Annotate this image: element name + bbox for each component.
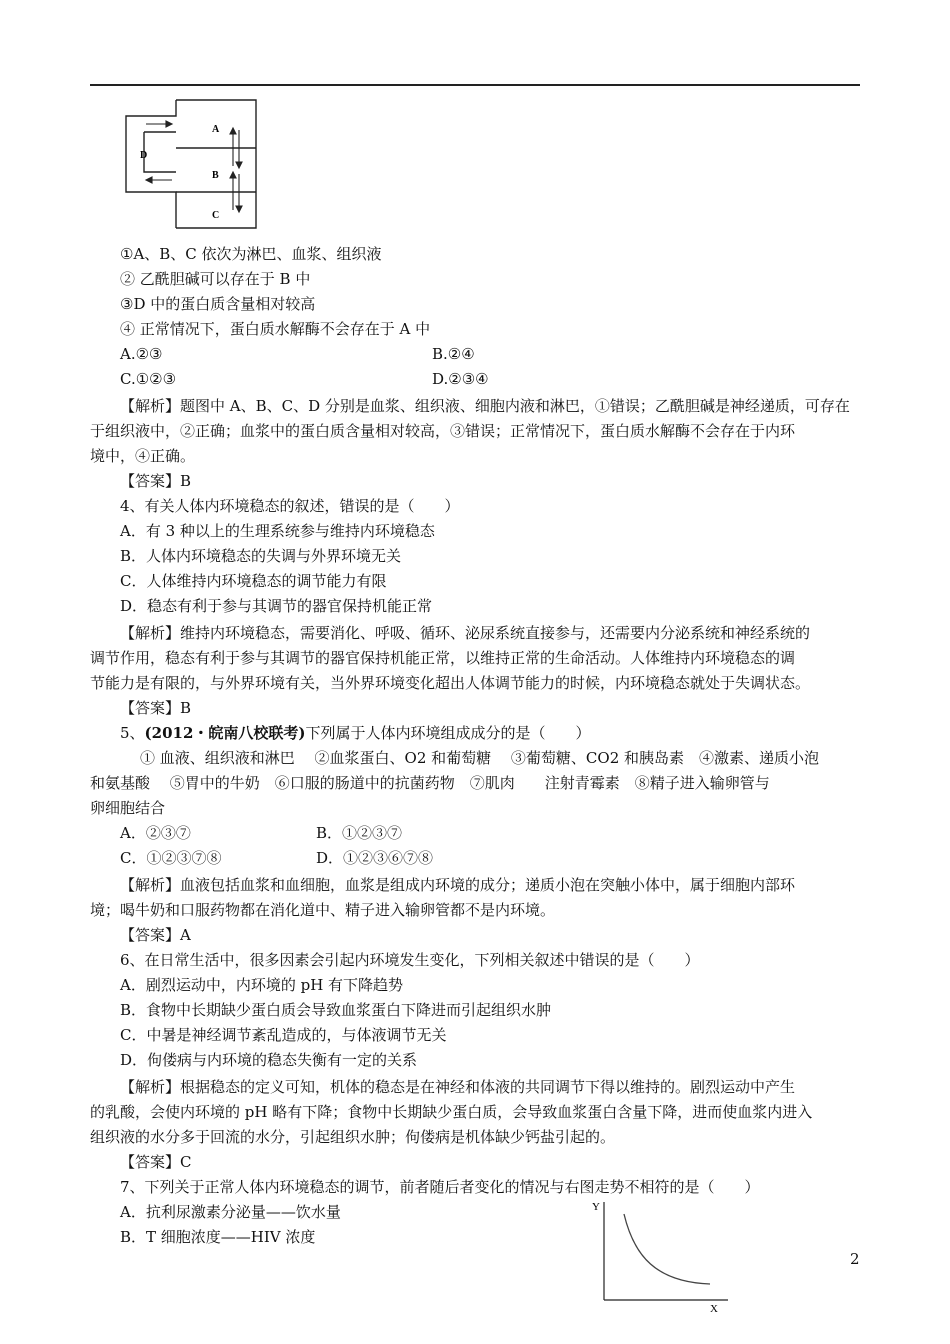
q7-stem: 7、下列关于正常人体内环境稳态的调节，前者随后者变化的情况与右图走势不相符的是（ ） [120,1178,760,1196]
q3-statement-4: ④ 正常情况下，蛋白质水解酶不会存在于 A 中 [120,320,431,338]
label-c: C [212,210,220,221]
q6-option-d: D．佝偻病与内环境的稳态失衡有一定的关系 [120,1051,418,1069]
q5-source: (2012・皖南八校联考) [144,724,306,742]
trend-graph [586,1196,736,1316]
label-d: D [140,150,148,161]
q4-stem: 4、有关人体内环境稳态的叙述，错误的是（ ） [120,497,460,515]
q4-option-a: A．有 3 种以上的生理系统参与维持内环境稳态 [120,522,435,540]
q3-option-b: B.②④ [432,345,475,363]
q3-statement-3: ③D 中的蛋白质含量相对较高 [120,295,316,313]
q5-analysis-line-2: 境；喝牛奶和口服药物都在消化道中、精子进入输卵管都不是内环境。 [90,901,556,919]
label-b: B [212,170,219,181]
compartment-diagram [120,96,290,236]
q7-option-b: B．T 细胞浓度——HIV 浓度 [120,1228,316,1246]
q6-option-a: A．剧烈运动中，内环境的 pH 有下降趋势 [120,976,404,994]
q4-option-b: B．人体内环境稳态的失调与外界环境无关 [120,547,402,565]
q4-analysis-line-3: 节能力是有限的，与外界环境有关，当外界环境变化超出人体调节能力的时候，内环境稳态就处于失调状态。 [90,674,811,692]
q3-statement-2: ② 乙酰胆碱可以存在于 B 中 [120,270,311,288]
q4-answer: 【答案】B [120,699,192,717]
q4-analysis-line-2: 调节作用，稳态有利于参与其调节的器官保持机能正常，以维持正常的生命活动。人体维持内环境稳态的调 [90,649,796,667]
q5-option-d: D．①②③⑥⑦⑧ [316,849,434,867]
q5-option-a: A．②③⑦ [120,824,191,842]
page-number: 2 [850,1250,860,1268]
q6-analysis-line-3: 组织液的水分多于回流的水分，引起组织水肿；佝偻病是机体缺少钙盐引起的。 [90,1128,616,1146]
q5-items-line-2: 和氨基酸 ⑤胃中的牛奶 ⑥口服的肠道中的抗菌药物 ⑦肌肉 注射青霉素 ⑧精子进入输卵管与 [90,774,770,792]
q6-option-b: B．食物中长期缺少蛋白质会导致血浆蛋白下降进而引起组织水肿 [120,1001,552,1019]
x-axis-label: X [710,1303,718,1315]
q4-option-d: D．稳态有利于参与其调节的器官保持机能正常 [120,597,433,615]
q5-option-b: B．①②③⑦ [316,824,403,842]
header-rule [90,84,860,86]
q5-stem: 下列属于人体内环境组成成分的是（ ） [305,724,591,742]
q7-option-a: A．抗利尿激素分泌量——饮水量 [120,1203,341,1221]
q5-stem-line [120,722,860,744]
q6-stem: 6、在日常生活中，很多因素会引起内环境发生变化，下列相关叙述中错误的是（ ） [120,951,700,969]
q5-items-line-1: ① 血液、组织液和淋巴 ②血浆蛋白、O2 和葡萄糖 ③葡萄糖、CO2 和胰岛素 ④激素、递质小泡 [140,749,820,767]
q6-analysis-line-2: 的乳酸，会使内环境的 pH 略有下降；食物中长期缺少蛋白质，会导致血浆蛋白含量下降，进而使血浆内进入 [90,1103,813,1121]
y-axis-label: Y [592,1201,600,1213]
q3-answer: 【答案】B [120,472,192,490]
q3-analysis-line-2: 于组织液中，②正确；血浆中的蛋白质含量相对较高，③错误；正常情况下，蛋白质水解酶不会存在于内环 [90,422,796,440]
q3-option-c: C.①②③ [120,370,177,388]
q3-statement-1: ①A、B、C 依次为淋巴、血浆、组织液 [120,245,382,263]
label-a: A [212,124,220,135]
q5-option-c: C．①②③⑦⑧ [120,849,222,867]
q3-option-a: A.②③ [120,345,163,363]
q4-analysis-line-1: 【解析】维持内环境稳态，需要消化、呼吸、循环、泌尿系统直接参与，还需要内分泌系统和神经系统的 [120,624,811,642]
q5-number: 5、 [120,724,145,742]
q6-analysis-line-1: 【解析】根据稳态的定义可知，机体的稳态是在神经和体液的共同调节下得以维持的。剧烈运动中产生 [120,1078,796,1096]
q3-option-d: D.②③④ [432,370,489,388]
q3-analysis-line-1: 【解析】题图中 A、B、C、D 分别是血浆、组织液、细胞内液和淋巴，①错误；乙酰胆碱是神经递质，可存在 [120,397,850,415]
q4-option-c: C．人体维持内环境稳态的调节能力有限 [120,572,387,590]
q5-analysis-line-1: 【解析】血液包括血浆和血细胞，血浆是组成内环境的成分；递质小泡在突触小体中，属于细胞内部环 [120,876,796,894]
q3-analysis-line-3: 境中，④正确。 [90,447,196,465]
q6-answer: 【答案】C [120,1153,192,1171]
q6-option-c: C．中暑是神经调节紊乱造成的，与体液调节无关 [120,1026,447,1044]
decreasing-curve [624,1214,710,1284]
q5-answer: 【答案】A [120,926,191,944]
q5-items-line-3: 卵细胞结合 [90,799,166,817]
